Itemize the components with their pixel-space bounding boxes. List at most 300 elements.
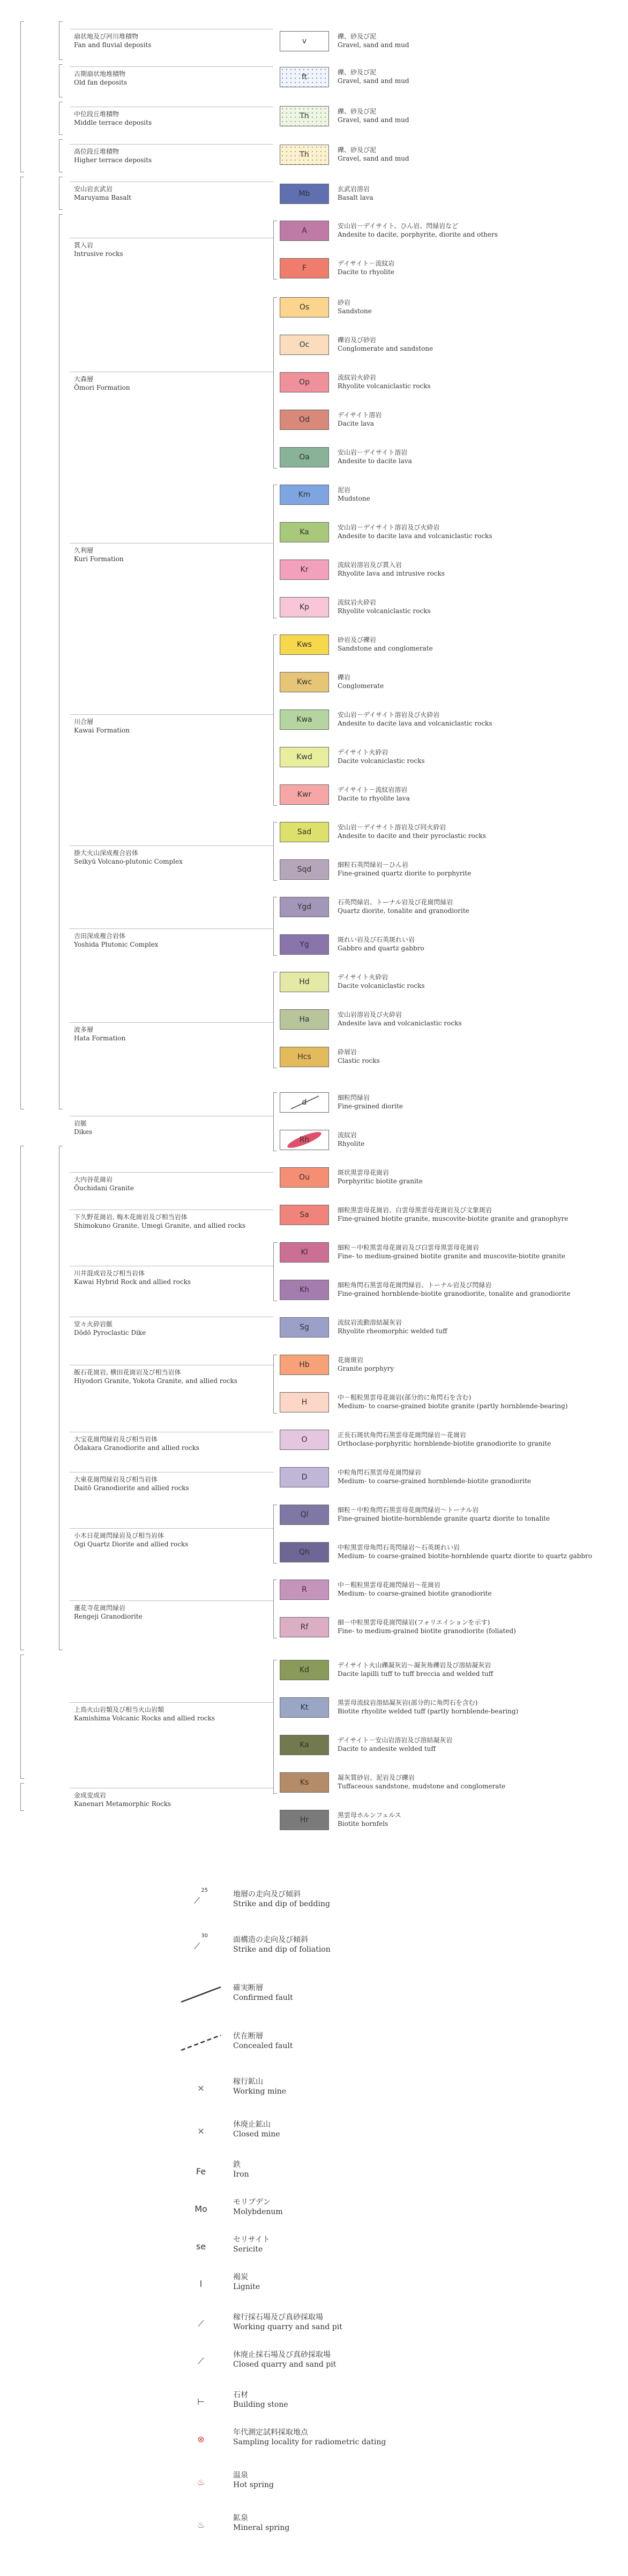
lithology-ja: デイサイト－流紋岩 bbox=[338, 260, 395, 267]
unit-name bbox=[74, 147, 152, 164]
period-label bbox=[8, 21, 17, 171]
unit-name-ja: 安山岩玄武岩 bbox=[74, 185, 113, 193]
symbol-en: Molybdenum bbox=[233, 2208, 283, 2216]
swatch-code: A bbox=[302, 226, 307, 235]
lithology-ja: 細粒－中粒角閃石黒雲母花崗閃緑岩～トーナル岩 bbox=[338, 1506, 479, 1514]
unit-name-en: Fan and fluvial deposits bbox=[74, 41, 152, 49]
symbol-description bbox=[233, 2197, 283, 2217]
lithology-en: Gravel, sand and mud bbox=[338, 77, 409, 85]
lithology-description bbox=[338, 32, 409, 49]
unit-divider bbox=[70, 845, 273, 846]
lithology-en: Fine-grained biotite granite, muscovite-biotite granite and granophyre bbox=[338, 1215, 569, 1222]
unit-name-ja: 飯石花崗岩, 横田花崗岩及び相当岩体 bbox=[74, 1369, 181, 1376]
lignite-icon bbox=[177, 2270, 225, 2297]
unit-name-ja: 久利層 bbox=[74, 547, 94, 554]
symbol-description bbox=[233, 2235, 270, 2254]
unit-name bbox=[74, 1320, 146, 1337]
lithology-swatch bbox=[280, 31, 329, 51]
symbol-glyph: ⟋ bbox=[198, 2318, 204, 2329]
lithology-ja: 黒雲母流紋岩溶結凝灰岩(部分的に角閃石を含む) bbox=[338, 1699, 478, 1706]
symbol-ja: 休廃止採石場及び真砂採取場 bbox=[233, 2351, 331, 2359]
lithology-en: Andesite to dacite lava and volcaniclastic rocks bbox=[338, 720, 492, 727]
unit-name-en: Kanenari Metamorphic Rocks bbox=[74, 1800, 171, 1808]
unit-name bbox=[74, 1435, 199, 1452]
lithology-en: Rhyolite lava and intrusive rocks bbox=[338, 570, 445, 577]
lithology-en: Andesite lava and volcaniclastic rocks bbox=[338, 1019, 462, 1027]
unit-name bbox=[74, 1175, 134, 1192]
lithology-ja: 流紋岩 bbox=[338, 1131, 357, 1139]
unit-name-en: Ōuchidani Granite bbox=[74, 1184, 134, 1192]
unit-name-en: Shimokuno Granite, Umegi Granite, and allied rocks bbox=[74, 1222, 246, 1229]
lithology-en: Rhyolite bbox=[338, 1140, 365, 1147]
group-bracket bbox=[273, 1505, 277, 1563]
lithology-description bbox=[338, 523, 492, 540]
symbol-row bbox=[177, 2310, 498, 2343]
symbol-description bbox=[233, 1890, 330, 1909]
fault-line-svg bbox=[177, 2032, 225, 2053]
unit-name-ja: 大宝花崗閃緑岩及び相当岩体 bbox=[74, 1436, 158, 1443]
unit-name-en: Hiyodori Granite, Yokota Granite, and allied rocks bbox=[74, 1377, 237, 1385]
swatch-code: Sad bbox=[297, 828, 312, 836]
group-bracket bbox=[273, 221, 277, 279]
lithology-description bbox=[338, 1048, 380, 1065]
unit-name bbox=[74, 932, 158, 949]
unit-name bbox=[74, 185, 131, 202]
lithology-description bbox=[338, 1736, 452, 1753]
lithology-swatch bbox=[280, 447, 329, 467]
lithology-ja: デイサイト火砕岩 bbox=[338, 973, 388, 981]
confirmed-fault-icon bbox=[177, 1981, 225, 2008]
unit-name-en: Kawai Hybrid Rock and allied rocks bbox=[74, 1278, 191, 1286]
swatch-code: v bbox=[302, 37, 307, 46]
symbol-description bbox=[233, 2428, 386, 2447]
lithology-en: Dacite volcaniclastic rocks bbox=[338, 757, 425, 765]
symbol-description bbox=[233, 2390, 288, 2409]
swatch-code: Oc bbox=[299, 341, 310, 349]
lithology-description bbox=[338, 673, 384, 690]
lithology-swatch bbox=[280, 747, 329, 767]
lithology-ja: 花崗斑岩 bbox=[338, 1356, 364, 1364]
unit-name bbox=[74, 546, 124, 563]
symbol-description bbox=[233, 2120, 280, 2139]
unit-name-ja: 小木日花崗閃緑岩及び相当岩体 bbox=[74, 1532, 165, 1539]
group-bracket bbox=[273, 634, 277, 806]
swatch-code: Rf bbox=[300, 1623, 309, 1631]
lithology-en: Fine- to medium-grained biotite granite and muscovite-biotite granite bbox=[338, 1252, 566, 1260]
fault-line bbox=[181, 2035, 221, 2050]
lithology-en: Gravel, sand and mud bbox=[338, 41, 409, 49]
symbol-glyph: ⟋ bbox=[198, 2356, 204, 2366]
lithology-ja: 安山岩－デイサイト、ひん岩、閃緑岩など bbox=[338, 222, 459, 230]
lithology-ja: 中－粗粒黒雲母花崗岩(部分的に角閃石を含む) bbox=[338, 1394, 472, 1401]
lithology-description bbox=[338, 935, 424, 953]
unit-name-ja: 貫入岩 bbox=[74, 241, 94, 249]
unit-name-ja: 金成変成岩 bbox=[74, 1792, 107, 1799]
lithology-description bbox=[338, 1168, 423, 1185]
fault-line-svg bbox=[177, 1984, 225, 2005]
lithology-swatch bbox=[280, 1542, 329, 1562]
symbol-row bbox=[177, 2158, 498, 2190]
symbol-row bbox=[177, 2075, 498, 2107]
unit-divider bbox=[70, 1702, 273, 1703]
lithology-swatch bbox=[280, 67, 329, 87]
lithology-swatch bbox=[280, 1392, 329, 1412]
lithology-ja: 正長石斑状角閃石黒雲母花崗閃緑岩～花崗岩 bbox=[338, 1431, 467, 1439]
lithology-description bbox=[338, 373, 431, 390]
unit-name-en: Kuri Formation bbox=[74, 555, 124, 563]
period-label bbox=[8, 1146, 17, 1649]
lithology-swatch bbox=[280, 372, 329, 392]
lithology-ja: 黒雲母ホルンフェルス bbox=[338, 1811, 401, 1819]
swatch-code: Ou bbox=[299, 1173, 310, 1182]
lithology-ja: デイサイト溶岩 bbox=[338, 411, 382, 419]
swatch-code: Ygd bbox=[297, 903, 312, 911]
symbol-description bbox=[233, 1983, 293, 2003]
group-bracket bbox=[273, 822, 277, 881]
swatch-code: Rh bbox=[299, 1136, 310, 1144]
lithology-description bbox=[338, 298, 372, 315]
lithology-ja: デイサイト火山礫凝灰岩～凝灰角礫岩及び溶結凝灰岩 bbox=[338, 1661, 491, 1669]
swatch-code: Ql bbox=[300, 1510, 309, 1519]
unit-name bbox=[74, 110, 152, 127]
symbol-en: Sampling locality for radiometric dating bbox=[233, 2438, 386, 2446]
lithology-en: Medium- to coarse-grained biotite granodiorite bbox=[338, 1590, 492, 1597]
lithology-ja: 砂岩及び礫岩 bbox=[338, 636, 377, 644]
epoch-bracket bbox=[59, 21, 63, 60]
swatch-code: Od bbox=[299, 416, 310, 424]
swatch-code: H bbox=[301, 1398, 308, 1407]
swatch-code: Ka bbox=[300, 528, 309, 537]
unit-name-en: Middle terrace deposits bbox=[74, 119, 152, 126]
epoch-label bbox=[30, 177, 51, 209]
lithology-ja: 玄武岩溶岩 bbox=[338, 185, 370, 193]
swatch-code: ft bbox=[301, 73, 308, 81]
lithology-description bbox=[338, 1773, 505, 1791]
lithology-swatch bbox=[280, 106, 329, 126]
lithology-swatch bbox=[280, 258, 329, 278]
lithology-description bbox=[338, 1543, 592, 1560]
swatch-code: F bbox=[302, 264, 307, 273]
symbol-ja: 温泉 bbox=[233, 2471, 248, 2480]
lithology-ja: デイサイト火砕岩 bbox=[338, 749, 388, 756]
hot-spring-icon bbox=[177, 2468, 225, 2495]
swatch-code: Kwr bbox=[297, 790, 312, 799]
lithology-swatch bbox=[280, 672, 329, 692]
symbol-en: Closed mine bbox=[233, 2130, 280, 2139]
lithology-swatch bbox=[280, 934, 329, 955]
lithology-en: Dacite to rhyolite bbox=[338, 268, 395, 276]
lithology-en: Conglomerate and sandstone bbox=[338, 345, 433, 352]
lithology-en: Basalt lava bbox=[338, 194, 373, 201]
epoch-bracket bbox=[59, 139, 63, 172]
working-quarry-icon bbox=[177, 2310, 225, 2337]
symbol-glyph: ⟋ bbox=[194, 1941, 200, 1951]
lithology-description bbox=[338, 222, 498, 239]
building-stone-icon bbox=[177, 2388, 225, 2415]
swatch-code: Hcs bbox=[297, 1053, 311, 1061]
lithology-description bbox=[338, 561, 445, 578]
unit-name-ja: 古期扇状地堆積物 bbox=[74, 70, 126, 78]
symbol-ja: モリブデン bbox=[233, 2198, 271, 2207]
symbol-glyph: ⊢ bbox=[197, 2396, 205, 2407]
lithology-ja: 流紋岩流動溶結凝灰岩 bbox=[338, 1319, 402, 1326]
lithology-ja: 安山岩－デイサイト溶岩及び同火砕岩 bbox=[338, 824, 446, 831]
swatch-code: Kp bbox=[299, 603, 310, 611]
symbol-glyph: l bbox=[199, 2278, 203, 2289]
swatch-code: Sa bbox=[300, 1211, 309, 1219]
unit-name bbox=[74, 375, 130, 392]
lithology-swatch bbox=[280, 1467, 329, 1487]
unit-name bbox=[74, 1119, 92, 1136]
swatch-code: Mb bbox=[298, 190, 310, 198]
symbol-en: Mineral spring bbox=[233, 2524, 290, 2532]
lithology-ja: 細粒閃緑岩 bbox=[338, 1094, 370, 1101]
working-mine-icon bbox=[177, 2075, 225, 2102]
symbol-row bbox=[177, 2388, 498, 2420]
lithology-description bbox=[338, 636, 433, 653]
lithology-swatch bbox=[280, 1772, 329, 1793]
symbol-description bbox=[233, 1935, 331, 1954]
epoch-bracket bbox=[59, 214, 63, 1109]
lithology-swatch bbox=[280, 522, 329, 542]
unit-name-ja: 大内谷花崗岩 bbox=[74, 1176, 113, 1183]
lithology-swatch bbox=[280, 709, 329, 730]
symbol-description bbox=[233, 2471, 274, 2490]
unit-name-ja: 吉田深成複合岩体 bbox=[74, 932, 126, 940]
symbol-en: Strike and dip of foliation bbox=[233, 1945, 331, 1954]
unit-name-ja: 中位段丘堆積物 bbox=[74, 110, 119, 118]
unit-name bbox=[74, 1705, 215, 1723]
lithology-description bbox=[338, 448, 412, 465]
lithology-en: Porphyritic biotite granite bbox=[338, 1177, 423, 1185]
unit-name-en: Ōdakara Granodiorite and allied rocks bbox=[74, 1444, 200, 1452]
symbol-en: Sericite bbox=[233, 2245, 263, 2254]
lithology-en: Tuffaceous sandstone, mudstone and conglomerate bbox=[338, 1782, 506, 1790]
swatch-code: Kl bbox=[301, 1248, 308, 1257]
lithology-swatch bbox=[280, 1697, 329, 1718]
lithology-description bbox=[338, 1318, 447, 1335]
swatch-code: Yg bbox=[300, 940, 309, 949]
swatch-code: Hd bbox=[299, 978, 310, 986]
group-bracket bbox=[273, 1355, 277, 1414]
group-bracket bbox=[273, 297, 277, 469]
lithology-ja: 中－粗粒黒雲母花崗閃緑岩～花崗岩 bbox=[338, 1581, 441, 1589]
swatch-code: Kr bbox=[300, 565, 309, 574]
lithology-en: Mudstone bbox=[338, 495, 370, 502]
symbol-ja: 稼行鉱山 bbox=[233, 2078, 263, 2086]
lithology-en: Clastic rocks bbox=[338, 1057, 380, 1064]
lithology-en: Fine-grained diorite bbox=[338, 1102, 403, 1110]
lithology-en: Medium- to coarse-grained biotite-hornblende quartz diorite to quartz gabbro bbox=[338, 1552, 592, 1560]
symbol-ja: 休廃止鉱山 bbox=[233, 2120, 271, 2129]
unit-divider bbox=[70, 1172, 273, 1173]
swatch-code: Kh bbox=[299, 1286, 310, 1294]
unit-name bbox=[74, 1475, 189, 1492]
group-bracket bbox=[273, 972, 277, 1068]
symbol-ja: 伏在断層 bbox=[233, 2032, 263, 2041]
lithology-description bbox=[338, 411, 382, 428]
dip-value: 30 bbox=[201, 1933, 208, 1939]
unit-name-en: Hata Formation bbox=[74, 1034, 126, 1042]
unit-name-en: Intrusive rocks bbox=[74, 250, 123, 258]
symbol-row bbox=[177, 2233, 498, 2265]
unit-name-en: Dōdō Pyroclastic Dike bbox=[74, 1329, 146, 1336]
swatch-code: Os bbox=[299, 303, 310, 312]
symbol-description bbox=[233, 2272, 260, 2292]
lithology-swatch bbox=[280, 1242, 329, 1263]
lithology-description bbox=[338, 1468, 531, 1485]
epoch-label bbox=[30, 64, 51, 96]
unit-name-ja: 扇状地及び河川堆積物 bbox=[74, 33, 139, 40]
lithology-swatch bbox=[280, 822, 329, 842]
period-label bbox=[8, 1783, 17, 1810]
lithology-description bbox=[338, 1581, 492, 1598]
lithology-ja: 凝灰質砂岩、泥岩及び礫岩 bbox=[338, 1774, 415, 1781]
symbol-en: Iron bbox=[233, 2170, 249, 2179]
concealed-fault-icon bbox=[177, 2029, 225, 2056]
group-bracket bbox=[273, 1580, 277, 1638]
lithology-swatch bbox=[280, 1280, 329, 1300]
lithology-swatch bbox=[280, 859, 329, 880]
group-bracket bbox=[273, 1242, 277, 1301]
lithology-swatch bbox=[280, 597, 329, 617]
swatch-code: Km bbox=[298, 490, 311, 499]
symbol-glyph: ✕ bbox=[197, 2126, 205, 2136]
symbol-en: Closed quarry and sand pit bbox=[233, 2360, 337, 2369]
lithology-swatch bbox=[280, 1617, 329, 1637]
symbol-en: Strike and dip of bedding bbox=[233, 1900, 330, 1908]
unit-name-en: Dikes bbox=[74, 1128, 92, 1136]
symbol-en: Concealed fault bbox=[233, 2042, 293, 2050]
group-bracket bbox=[273, 1660, 277, 1794]
lithology-en: Gravel, sand and mud bbox=[338, 116, 409, 124]
closed-mine-icon bbox=[177, 2118, 225, 2144]
lithology-swatch bbox=[280, 560, 329, 580]
swatch-code: Sg bbox=[300, 1323, 309, 1332]
symbol-row bbox=[177, 1981, 498, 2013]
lithology-ja: 安山岩－デイサイト溶岩及び火砕岩 bbox=[338, 524, 440, 531]
symbol-glyph: ♨ bbox=[197, 2519, 205, 2530]
lithology-description bbox=[338, 823, 486, 840]
symbol-row bbox=[177, 2426, 498, 2458]
swatch-code: Th bbox=[300, 112, 309, 120]
lithology-description bbox=[338, 711, 492, 728]
symbol-en: Hot spring bbox=[233, 2481, 274, 2489]
swatch-code: Kt bbox=[300, 1703, 309, 1712]
lithology-en: Rhyolite volcaniclastic rocks bbox=[338, 607, 431, 615]
fault-line bbox=[181, 1987, 221, 2002]
lithology-swatch bbox=[280, 1092, 329, 1113]
lithology-description bbox=[338, 185, 373, 202]
unit-divider bbox=[70, 928, 273, 929]
lithology-swatch bbox=[280, 1660, 329, 1680]
unit-name-ja: 川井混成岩及び相当岩体 bbox=[74, 1270, 145, 1277]
lithology-en: Fine-grained biotite-hornblende granite quartz diorite to tonalite bbox=[338, 1515, 550, 1522]
lithology-en: Dacite volcaniclastic rocks bbox=[338, 982, 425, 989]
lithology-ja: 細粒－中粒黒雲母花崗岩及び白雲母黒雲母花崗岩 bbox=[338, 1244, 480, 1251]
lithology-ja: 安山岩溶岩及び火砕岩 bbox=[338, 1011, 402, 1018]
lithology-en: Biotite rhyolite welded tuff (partly hornblende-bearing) bbox=[338, 1708, 519, 1715]
lithology-en: Dacite to andesite welded tuff bbox=[338, 1745, 436, 1752]
lithology-description bbox=[338, 1243, 565, 1260]
symbol-ja: 稼行採石場及び真砂採取場 bbox=[233, 2313, 323, 2322]
lithology-description bbox=[338, 1506, 550, 1523]
symbol-en: Confirmed fault bbox=[233, 1993, 293, 2002]
lithology-en: Conglomerate bbox=[338, 682, 384, 690]
lithology-en: Medium- to coarse-grained biotite granite (partly hornblende-bearing) bbox=[338, 1402, 568, 1410]
dip-value: 25 bbox=[201, 1887, 208, 1893]
lithology-ja: 礫、砂及び泥 bbox=[338, 108, 377, 115]
lithology-en: Andesite to dacite lava and volcaniclastic rocks bbox=[338, 532, 492, 540]
symbol-en: Working mine bbox=[233, 2087, 287, 2096]
period-bracket bbox=[20, 177, 24, 1109]
lithology-description bbox=[338, 1698, 518, 1716]
lithology-description bbox=[338, 1811, 401, 1828]
iron-icon bbox=[177, 2158, 225, 2185]
lithology-ja: 礫、砂及び泥 bbox=[338, 69, 377, 76]
unit-divider bbox=[70, 714, 273, 715]
symbol-en: Working quarry and sand pit bbox=[233, 2323, 342, 2331]
symbol-glyph: Fe bbox=[196, 2166, 206, 2177]
swatch-code: D bbox=[301, 1473, 308, 1482]
lithology-swatch bbox=[280, 1430, 329, 1450]
lithology-swatch bbox=[280, 1355, 329, 1375]
lithology-swatch bbox=[280, 1047, 329, 1067]
lithology-swatch bbox=[280, 297, 329, 318]
lithology-description bbox=[338, 1206, 568, 1223]
swatch-code: Th bbox=[300, 150, 309, 159]
unit-name-ja: 波多層 bbox=[74, 1026, 94, 1033]
lithology-en: Orthoclase-porphyritic hornblende-biotite granodiorite to granite bbox=[338, 1440, 551, 1447]
lithology-swatch bbox=[280, 335, 329, 355]
symbol-description bbox=[233, 2313, 342, 2332]
unit-divider bbox=[70, 1022, 273, 1023]
unit-name-ja: 高位段丘堆積物 bbox=[74, 148, 119, 155]
lithology-en: Andesite to dacite and their pyroclastic rocks bbox=[338, 832, 486, 840]
swatch-code: Oa bbox=[299, 453, 310, 462]
swatch-code: Ka bbox=[300, 1741, 309, 1749]
lithology-en: Sandstone bbox=[338, 307, 372, 315]
sericite-icon bbox=[177, 2233, 225, 2260]
unit-name bbox=[74, 1791, 171, 1808]
epoch-bracket bbox=[59, 64, 63, 97]
lithology-ja: 流紋岩溶岩及び貫入岩 bbox=[338, 561, 402, 569]
lithology-description bbox=[338, 486, 370, 503]
unit-divider bbox=[70, 1600, 273, 1601]
closed-quarry-icon bbox=[177, 2348, 225, 2375]
lithology-swatch bbox=[280, 1205, 329, 1225]
epoch-bracket bbox=[59, 1146, 63, 1650]
unit-name-ja: 蓮花寺花崗閃緑岩 bbox=[74, 1604, 126, 1612]
unit-name-en: Kamishima Volcanic Rocks and allied rocks bbox=[74, 1714, 215, 1722]
lithology-ja: 中粒角閃石黒雲母花崗閃緑岩 bbox=[338, 1469, 422, 1476]
lithology-en: Andesite to dacite lava bbox=[338, 457, 412, 465]
lithology-en: Quartz diorite, tonalite and granodiorite bbox=[338, 907, 469, 915]
lithology-en: Biotite hornfels bbox=[338, 1820, 388, 1827]
lithology-en: Andesite to dacite, porphyrite, diorite and others bbox=[338, 231, 498, 238]
symbol-ja: 鉄 bbox=[233, 2160, 241, 2169]
group-bracket bbox=[273, 485, 277, 618]
lithology-description bbox=[338, 1281, 570, 1298]
swatch-code: Qh bbox=[299, 1548, 310, 1557]
unit-name bbox=[74, 70, 127, 87]
lithology-description bbox=[338, 898, 469, 915]
lithology-description bbox=[338, 748, 425, 765]
lithology-ja: 細－中粒黒雲母花崗閃緑岩(フォリエイションを示す) bbox=[338, 1619, 490, 1626]
strike-dip-foliation-icon bbox=[177, 1933, 225, 1960]
lithology-description bbox=[338, 107, 409, 124]
period-bracket bbox=[20, 21, 24, 172]
